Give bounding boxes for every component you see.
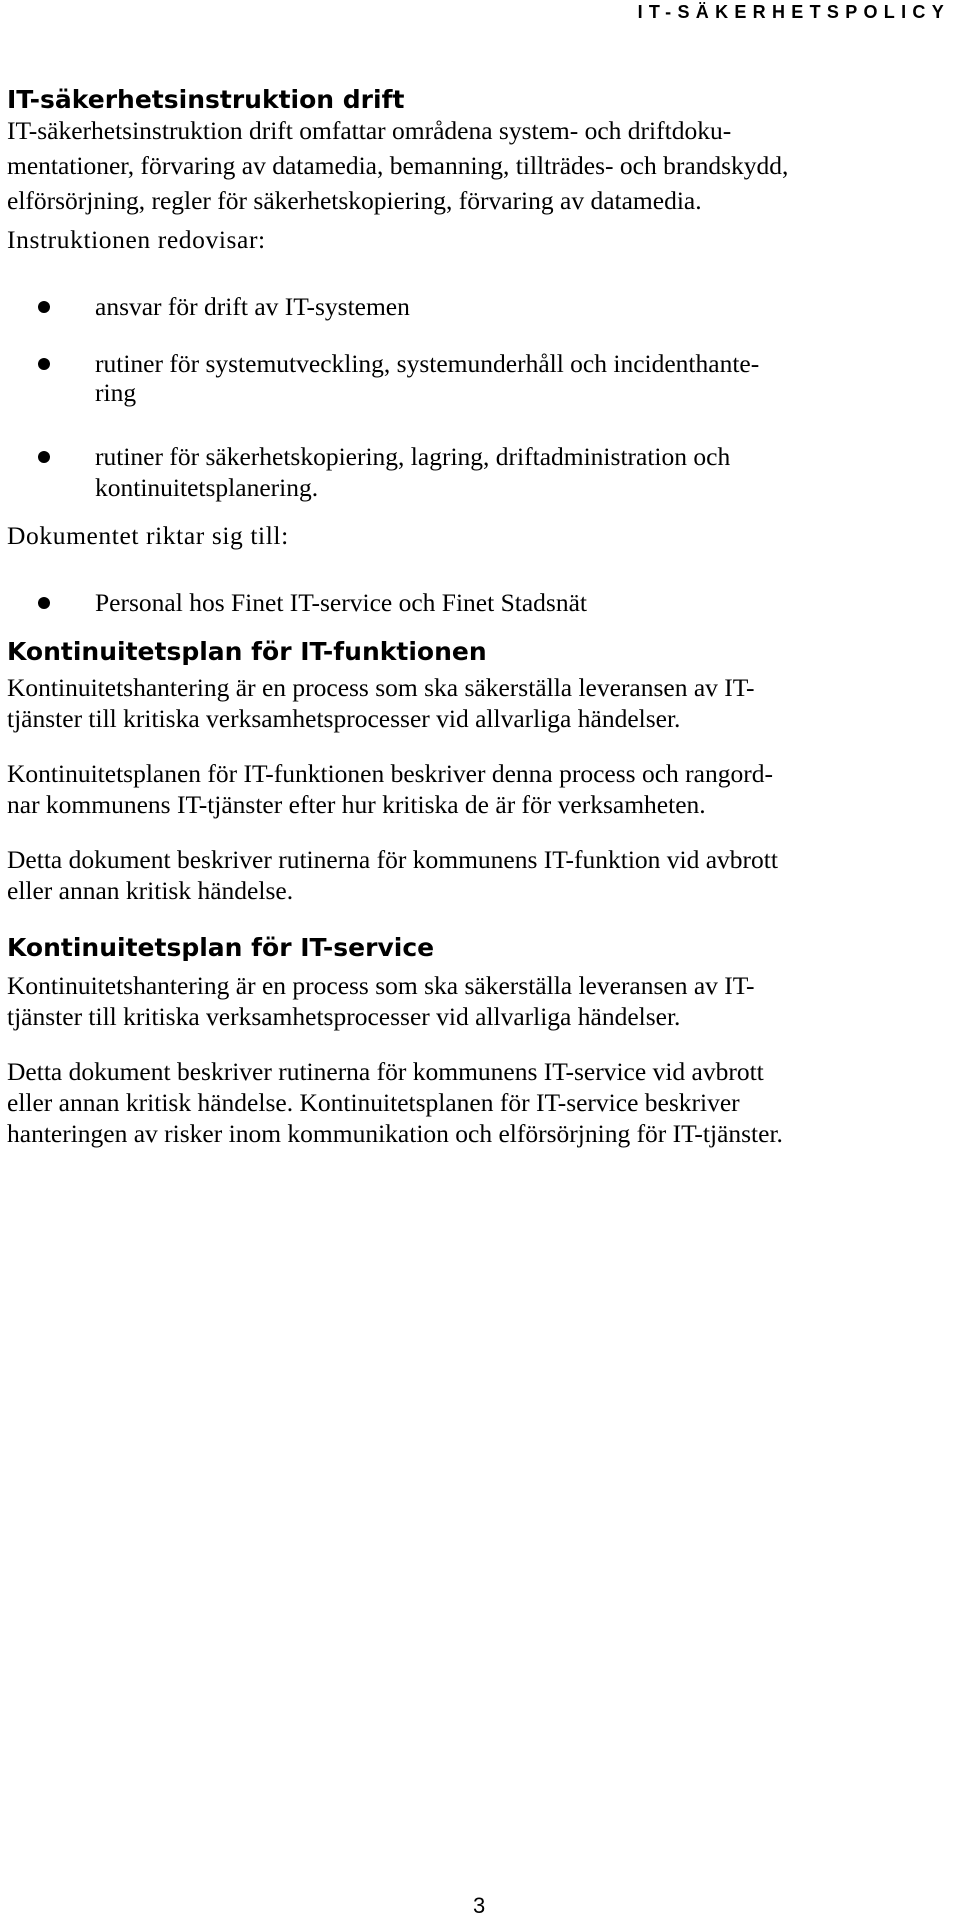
- list-item-text: rutiner för systemutveckling, systemunderhåll och incidenthante-: [95, 349, 760, 378]
- page-number: 3: [473, 1893, 486, 1918]
- section-paragraph: [7, 756, 957, 822]
- text-line: nar kommunens IT-tjänster efter hur kritiska de är för verksamheten.: [7, 790, 706, 819]
- list-item-text: Personal hos Finet IT-service och Finet Stadsnät: [95, 588, 587, 617]
- text-line: elförsörjning, regler för säkerhetskopiering, förvaring av datamedia.: [7, 186, 702, 215]
- bullet-icon: [38, 358, 50, 370]
- section-intro: [7, 113, 957, 218]
- text-line: tjänster till kritiska verksamhetsprocesser vid allvarliga händelser.: [7, 704, 681, 733]
- text-line: mentationer, förvaring av datamedia, bemanning, tillträdes- och brandskydd,: [7, 151, 789, 180]
- text-line: Detta dokument beskriver rutinerna för kommunens IT-service vid avbrott: [7, 1057, 764, 1086]
- text-line: tjänster till kritiska verksamhetsprocesser vid allvarliga händelser.: [7, 1002, 681, 1031]
- bullet-list: [7, 585, 957, 620]
- bullet-icon: [38, 451, 50, 463]
- section-heading-drift: IT-säkerhetsinstruktion drift: [7, 85, 405, 114]
- bullet-icon: [38, 597, 50, 609]
- list-item-text: ansvar för drift av IT-systemen: [95, 292, 410, 321]
- text-line: eller annan kritisk händelse.: [7, 876, 294, 905]
- list-item-text: kontinuitetsplanering.: [95, 473, 319, 502]
- section-paragraph: [7, 670, 957, 736]
- list-item: [7, 289, 957, 324]
- list-item-text: rutiner för säkerhetskopiering, lagring, driftadministration och: [95, 442, 731, 471]
- list-item: [7, 439, 957, 505]
- section-paragraph: [7, 1054, 957, 1151]
- text-line: eller annan kritisk händelse. Kontinuitetsplanen för IT-service beskriver: [7, 1088, 740, 1117]
- list-item-text: ring: [95, 378, 137, 407]
- text-line: Kontinuitetsplanen för IT-funktionen beskriver denna process och rangord-: [7, 759, 773, 788]
- bullet-list: [7, 289, 957, 505]
- text-line: Detta dokument beskriver rutinerna för kommunens IT-funktion vid avbrott: [7, 845, 778, 874]
- text-line: Kontinuitetshantering är en process som ska säkerställa leveransen av IT-: [7, 673, 755, 702]
- page-header: IT-SÄKERHETSPOLICY: [637, 2, 950, 22]
- section-heading-it-service: Kontinuitetsplan för IT-service: [7, 933, 435, 962]
- section-paragraph: [7, 842, 957, 908]
- text-line: Kontinuitetshantering är en process som ska säkerställa leveransen av IT-: [7, 971, 755, 1000]
- text-line: hanteringen av risker inom kommunikation och elförsörjning för IT-tjänster.: [7, 1119, 783, 1148]
- list-lead: Instruktionen redovisar:: [7, 225, 266, 254]
- bullet-icon: [38, 301, 50, 313]
- list-item: [7, 585, 957, 620]
- section-paragraph: [7, 968, 957, 1034]
- list-item: [7, 346, 957, 410]
- document-body: [7, 85, 957, 1151]
- list-lead: Dokumentet riktar sig till:: [7, 521, 289, 550]
- section-heading-it-funktionen: Kontinuitetsplan för IT-funktionen: [7, 637, 487, 666]
- text-line: IT-säkerhetsinstruktion drift omfattar områdena system- och driftdoku-: [7, 116, 732, 145]
